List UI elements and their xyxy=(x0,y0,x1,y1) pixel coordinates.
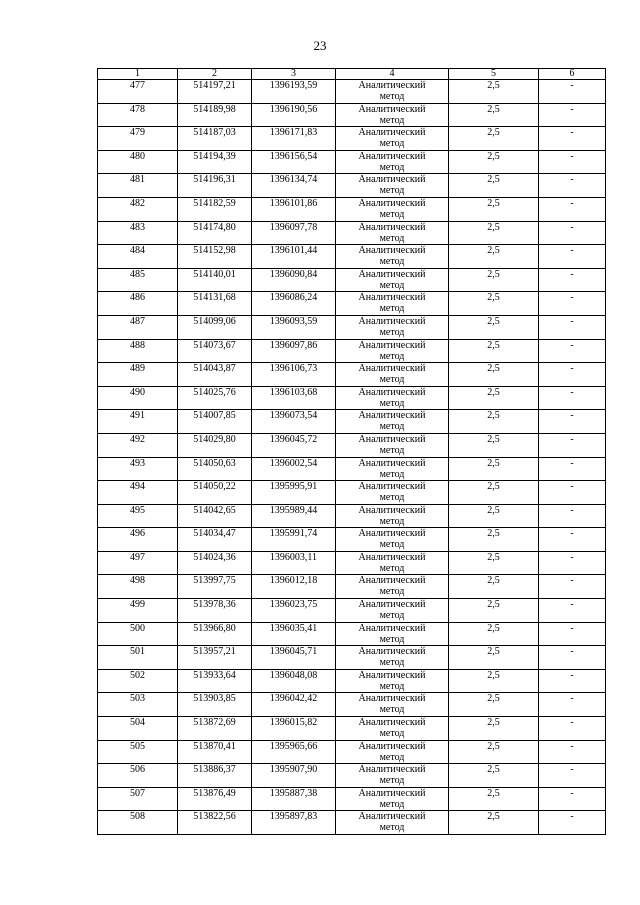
method-cell xyxy=(336,551,449,575)
table-row xyxy=(98,221,606,245)
accuracy-cell: 2,5 xyxy=(449,457,539,481)
column-header: 1 xyxy=(98,69,178,80)
table-row xyxy=(98,127,606,151)
note-cell: - xyxy=(539,669,606,693)
y-coordinate-cell: 1396048,08 xyxy=(252,669,336,693)
y-coordinate-cell: 1396134,74 xyxy=(252,174,336,198)
point-number-cell: 493 xyxy=(98,457,178,481)
x-coordinate-cell: 514029,80 xyxy=(178,433,252,457)
point-number-cell: 485 xyxy=(98,268,178,292)
table-row xyxy=(98,481,606,505)
accuracy-cell: 2,5 xyxy=(449,221,539,245)
note-cell: - xyxy=(539,551,606,575)
method-line-1: Аналитический xyxy=(358,410,426,422)
method-line-2: метод xyxy=(379,279,405,291)
x-coordinate-cell: 514152,98 xyxy=(178,245,252,269)
accuracy-cell: 2,5 xyxy=(449,174,539,198)
accuracy-cell: 2,5 xyxy=(449,622,539,646)
method-line-2: метод xyxy=(379,515,405,527)
method-cell xyxy=(336,292,449,316)
y-coordinate-cell: 1396002,54 xyxy=(252,457,336,481)
y-coordinate-cell: 1396171,83 xyxy=(252,127,336,151)
method-cell xyxy=(336,386,449,410)
column-header: 2 xyxy=(178,69,252,80)
accuracy-cell: 2,5 xyxy=(449,481,539,505)
y-coordinate-cell: 1395991,74 xyxy=(252,528,336,552)
method-line-1: Аналитический xyxy=(358,103,426,115)
y-coordinate-cell: 1396193,59 xyxy=(252,80,336,104)
accuracy-cell: 2,5 xyxy=(449,433,539,457)
note-cell: - xyxy=(539,127,606,151)
y-coordinate-cell: 1396090,84 xyxy=(252,268,336,292)
method-line-2: метод xyxy=(379,374,405,386)
accuracy-cell: 2,5 xyxy=(449,315,539,339)
note-cell: - xyxy=(539,575,606,599)
x-coordinate-cell: 514007,85 xyxy=(178,410,252,434)
note-cell: - xyxy=(539,646,606,670)
table-row xyxy=(98,245,606,269)
accuracy-cell: 2,5 xyxy=(449,127,539,151)
point-number-cell: 500 xyxy=(98,622,178,646)
point-number-cell: 502 xyxy=(98,669,178,693)
accuracy-cell: 2,5 xyxy=(449,528,539,552)
x-coordinate-cell: 514034,47 xyxy=(178,528,252,552)
x-coordinate-cell: 514189,98 xyxy=(178,103,252,127)
method-line-2: метод xyxy=(379,185,405,197)
accuracy-cell: 2,5 xyxy=(449,292,539,316)
y-coordinate-cell: 1396035,41 xyxy=(252,622,336,646)
table-row xyxy=(98,80,606,104)
y-coordinate-cell: 1396023,75 xyxy=(252,599,336,623)
method-line-2: метод xyxy=(379,728,405,740)
method-line-1: Аналитический xyxy=(358,740,426,752)
method-line-1: Аналитический xyxy=(358,787,426,799)
y-coordinate-cell: 1396003,11 xyxy=(252,551,336,575)
method-line-2: метод xyxy=(379,444,405,456)
method-line-2: метод xyxy=(379,138,405,150)
method-cell xyxy=(336,669,449,693)
y-coordinate-cell: 1396045,71 xyxy=(252,646,336,670)
point-number-cell: 503 xyxy=(98,693,178,717)
method-line-1: Аналитический xyxy=(358,599,426,611)
method-line-1: Аналитический xyxy=(358,457,426,469)
table-row xyxy=(98,197,606,221)
method-line-1: Аналитический xyxy=(358,717,426,729)
method-line-1: Аналитический xyxy=(358,292,426,304)
method-line-1: Аналитический xyxy=(358,433,426,445)
note-cell: - xyxy=(539,363,606,387)
method-line-2: метод xyxy=(379,256,405,268)
accuracy-cell: 2,5 xyxy=(449,717,539,741)
point-number-cell: 495 xyxy=(98,504,178,528)
method-line-2: метод xyxy=(379,91,405,102)
accuracy-cell: 2,5 xyxy=(449,80,539,104)
method-line-2: метод xyxy=(379,822,405,834)
x-coordinate-cell: 514073,67 xyxy=(178,339,252,363)
point-number-cell: 487 xyxy=(98,315,178,339)
note-cell: - xyxy=(539,764,606,788)
method-line-1: Аналитический xyxy=(358,150,426,162)
method-line-2: метод xyxy=(379,704,405,716)
x-coordinate-cell: 513872,69 xyxy=(178,717,252,741)
accuracy-cell: 2,5 xyxy=(449,268,539,292)
note-cell: - xyxy=(539,268,606,292)
method-line-2: метод xyxy=(379,161,405,173)
table-row xyxy=(98,811,606,835)
method-line-1: Аналитический xyxy=(358,528,426,540)
method-line-1: Аналитический xyxy=(358,197,426,209)
method-cell xyxy=(336,410,449,434)
x-coordinate-cell: 514042,65 xyxy=(178,504,252,528)
table-row xyxy=(98,551,606,575)
note-cell: - xyxy=(539,339,606,363)
method-line-1: Аналитический xyxy=(358,811,426,823)
method-cell xyxy=(336,693,449,717)
x-coordinate-cell: 513870,41 xyxy=(178,740,252,764)
accuracy-cell: 2,5 xyxy=(449,363,539,387)
note-cell: - xyxy=(539,150,606,174)
table-row xyxy=(98,457,606,481)
accuracy-cell: 2,5 xyxy=(449,599,539,623)
note-cell: - xyxy=(539,481,606,505)
method-line-1: Аналитический xyxy=(358,80,426,91)
method-line-2: метод xyxy=(379,798,405,810)
table-row xyxy=(98,599,606,623)
method-cell xyxy=(336,197,449,221)
y-coordinate-cell: 1396156,54 xyxy=(252,150,336,174)
method-cell xyxy=(336,717,449,741)
method-line-1: Аналитический xyxy=(358,386,426,398)
accuracy-cell: 2,5 xyxy=(449,693,539,717)
y-coordinate-cell: 1396101,44 xyxy=(252,245,336,269)
method-cell xyxy=(336,103,449,127)
x-coordinate-cell: 514182,59 xyxy=(178,197,252,221)
method-cell xyxy=(336,528,449,552)
method-line-2: метод xyxy=(379,610,405,622)
method-line-2: метод xyxy=(379,468,405,480)
y-coordinate-cell: 1396190,56 xyxy=(252,103,336,127)
note-cell: - xyxy=(539,80,606,104)
x-coordinate-cell: 514099,06 xyxy=(178,315,252,339)
method-line-2: метод xyxy=(379,326,405,338)
method-line-2: метод xyxy=(379,208,405,220)
table-row xyxy=(98,150,606,174)
method-cell xyxy=(336,433,449,457)
x-coordinate-cell: 514187,03 xyxy=(178,127,252,151)
accuracy-cell: 2,5 xyxy=(449,551,539,575)
table-row xyxy=(98,528,606,552)
method-cell xyxy=(336,575,449,599)
table-row xyxy=(98,717,606,741)
note-cell: - xyxy=(539,433,606,457)
x-coordinate-cell: 513957,21 xyxy=(178,646,252,670)
method-line-2: метод xyxy=(379,751,405,763)
table-row xyxy=(98,787,606,811)
accuracy-cell: 2,5 xyxy=(449,339,539,363)
method-line-2: метод xyxy=(379,680,405,692)
accuracy-cell: 2,5 xyxy=(449,575,539,599)
x-coordinate-cell: 513886,37 xyxy=(178,764,252,788)
point-number-cell: 478 xyxy=(98,103,178,127)
note-cell: - xyxy=(539,315,606,339)
accuracy-cell: 2,5 xyxy=(449,764,539,788)
method-line-1: Аналитический xyxy=(358,764,426,776)
x-coordinate-cell: 514025,76 xyxy=(178,386,252,410)
table-row xyxy=(98,740,606,764)
accuracy-cell: 2,5 xyxy=(449,740,539,764)
column-header: 5 xyxy=(449,69,539,80)
method-line-1: Аналитический xyxy=(358,622,426,634)
note-cell: - xyxy=(539,410,606,434)
y-coordinate-cell: 1396073,54 xyxy=(252,410,336,434)
table-row xyxy=(98,315,606,339)
x-coordinate-cell: 514024,36 xyxy=(178,551,252,575)
point-number-cell: 506 xyxy=(98,764,178,788)
method-line-2: метод xyxy=(379,633,405,645)
method-line-1: Аналитический xyxy=(358,669,426,681)
method-cell xyxy=(336,150,449,174)
method-line-1: Аналитический xyxy=(358,268,426,280)
note-cell: - xyxy=(539,740,606,764)
column-header: 3 xyxy=(252,69,336,80)
x-coordinate-cell: 513966,80 xyxy=(178,622,252,646)
accuracy-cell: 2,5 xyxy=(449,103,539,127)
table-row xyxy=(98,433,606,457)
method-line-2: метод xyxy=(379,657,405,669)
x-coordinate-cell: 514050,63 xyxy=(178,457,252,481)
coordinates-table xyxy=(97,68,606,835)
point-number-cell: 490 xyxy=(98,386,178,410)
method-cell xyxy=(336,457,449,481)
table-row xyxy=(98,669,606,693)
method-line-2: метод xyxy=(379,562,405,574)
y-coordinate-cell: 1396015,82 xyxy=(252,717,336,741)
method-cell xyxy=(336,268,449,292)
y-coordinate-cell: 1396042,42 xyxy=(252,693,336,717)
point-number-cell: 501 xyxy=(98,646,178,670)
x-coordinate-cell: 513978,36 xyxy=(178,599,252,623)
x-coordinate-cell: 514140,01 xyxy=(178,268,252,292)
point-number-cell: 477 xyxy=(98,80,178,104)
method-cell xyxy=(336,622,449,646)
y-coordinate-cell: 1396086,24 xyxy=(252,292,336,316)
x-coordinate-cell: 514194,39 xyxy=(178,150,252,174)
accuracy-cell: 2,5 xyxy=(449,646,539,670)
y-coordinate-cell: 1396093,59 xyxy=(252,315,336,339)
point-number-cell: 504 xyxy=(98,717,178,741)
method-line-1: Аналитический xyxy=(358,551,426,563)
note-cell: - xyxy=(539,386,606,410)
note-cell: - xyxy=(539,197,606,221)
column-header: 4 xyxy=(336,69,449,80)
method-cell xyxy=(336,127,449,151)
table-row xyxy=(98,410,606,434)
table-row xyxy=(98,693,606,717)
x-coordinate-cell: 513933,64 xyxy=(178,669,252,693)
method-line-2: метод xyxy=(379,421,405,433)
method-line-2: метод xyxy=(379,586,405,598)
table-row xyxy=(98,339,606,363)
point-number-cell: 480 xyxy=(98,150,178,174)
method-line-2: метод xyxy=(379,232,405,244)
point-number-cell: 496 xyxy=(98,528,178,552)
method-line-1: Аналитический xyxy=(358,127,426,139)
note-cell: - xyxy=(539,174,606,198)
y-coordinate-cell: 1396045,72 xyxy=(252,433,336,457)
accuracy-cell: 2,5 xyxy=(449,410,539,434)
column-header: 6 xyxy=(539,69,606,80)
x-coordinate-cell: 514196,31 xyxy=(178,174,252,198)
method-line-1: Аналитический xyxy=(358,481,426,493)
method-cell xyxy=(336,245,449,269)
table-row xyxy=(98,174,606,198)
x-coordinate-cell: 513876,49 xyxy=(178,787,252,811)
method-line-2: метод xyxy=(379,303,405,315)
y-coordinate-cell: 1396012,18 xyxy=(252,575,336,599)
point-number-cell: 486 xyxy=(98,292,178,316)
x-coordinate-cell: 513997,75 xyxy=(178,575,252,599)
point-number-cell: 483 xyxy=(98,221,178,245)
note-cell: - xyxy=(539,811,606,835)
point-number-cell: 484 xyxy=(98,245,178,269)
method-cell xyxy=(336,339,449,363)
method-line-1: Аналитический xyxy=(358,245,426,257)
note-cell: - xyxy=(539,245,606,269)
y-coordinate-cell: 1396103,68 xyxy=(252,386,336,410)
x-coordinate-cell: 514174,80 xyxy=(178,221,252,245)
method-cell xyxy=(336,80,449,104)
method-line-1: Аналитический xyxy=(358,693,426,705)
method-cell xyxy=(336,764,449,788)
point-number-cell: 488 xyxy=(98,339,178,363)
point-number-cell: 479 xyxy=(98,127,178,151)
y-coordinate-cell: 1395989,44 xyxy=(252,504,336,528)
method-cell xyxy=(336,363,449,387)
method-line-2: метод xyxy=(379,397,405,409)
note-cell: - xyxy=(539,717,606,741)
y-coordinate-cell: 1395907,90 xyxy=(252,764,336,788)
note-cell: - xyxy=(539,292,606,316)
table-row xyxy=(98,575,606,599)
note-cell: - xyxy=(539,528,606,552)
method-line-1: Аналитический xyxy=(358,575,426,587)
method-cell xyxy=(336,811,449,835)
note-cell: - xyxy=(539,221,606,245)
note-cell: - xyxy=(539,457,606,481)
y-coordinate-cell: 1396106,73 xyxy=(252,363,336,387)
method-cell xyxy=(336,481,449,505)
table-body xyxy=(98,80,606,835)
x-coordinate-cell: 513903,85 xyxy=(178,693,252,717)
accuracy-cell: 2,5 xyxy=(449,669,539,693)
method-line-1: Аналитический xyxy=(358,646,426,658)
point-number-cell: 508 xyxy=(98,811,178,835)
table-row xyxy=(98,764,606,788)
method-line-1: Аналитический xyxy=(358,339,426,351)
method-line-2: метод xyxy=(379,350,405,362)
note-cell: - xyxy=(539,599,606,623)
point-number-cell: 492 xyxy=(98,433,178,457)
accuracy-cell: 2,5 xyxy=(449,811,539,835)
accuracy-cell: 2,5 xyxy=(449,386,539,410)
x-coordinate-cell: 514197,21 xyxy=(178,80,252,104)
method-cell xyxy=(336,599,449,623)
method-cell xyxy=(336,315,449,339)
x-coordinate-cell: 514131,68 xyxy=(178,292,252,316)
y-coordinate-cell: 1395887,38 xyxy=(252,787,336,811)
y-coordinate-cell: 1395965,66 xyxy=(252,740,336,764)
method-line-2: метод xyxy=(379,775,405,787)
accuracy-cell: 2,5 xyxy=(449,787,539,811)
method-line-1: Аналитический xyxy=(358,174,426,186)
method-line-1: Аналитический xyxy=(358,315,426,327)
point-number-cell: 482 xyxy=(98,197,178,221)
accuracy-cell: 2,5 xyxy=(449,197,539,221)
accuracy-cell: 2,5 xyxy=(449,245,539,269)
table-row xyxy=(98,103,606,127)
point-number-cell: 489 xyxy=(98,363,178,387)
point-number-cell: 499 xyxy=(98,599,178,623)
accuracy-cell: 2,5 xyxy=(449,504,539,528)
method-cell xyxy=(336,787,449,811)
point-number-cell: 497 xyxy=(98,551,178,575)
method-cell xyxy=(336,740,449,764)
point-number-cell: 491 xyxy=(98,410,178,434)
method-line-1: Аналитический xyxy=(358,363,426,375)
y-coordinate-cell: 1395897,83 xyxy=(252,811,336,835)
table-row xyxy=(98,622,606,646)
method-line-1: Аналитический xyxy=(358,504,426,516)
table-row xyxy=(98,504,606,528)
note-cell: - xyxy=(539,622,606,646)
note-cell: - xyxy=(539,787,606,811)
page-number: 23 xyxy=(313,38,327,53)
accuracy-cell: 2,5 xyxy=(449,150,539,174)
table-header-row xyxy=(98,69,606,80)
method-cell xyxy=(336,221,449,245)
point-number-cell: 494 xyxy=(98,481,178,505)
method-cell xyxy=(336,646,449,670)
table-row xyxy=(98,268,606,292)
method-cell xyxy=(336,174,449,198)
note-cell: - xyxy=(539,504,606,528)
method-line-2: метод xyxy=(379,114,405,126)
point-number-cell: 481 xyxy=(98,174,178,198)
y-coordinate-cell: 1396097,78 xyxy=(252,221,336,245)
method-line-2: метод xyxy=(379,492,405,504)
x-coordinate-cell: 513822,56 xyxy=(178,811,252,835)
y-coordinate-cell: 1396097,86 xyxy=(252,339,336,363)
y-coordinate-cell: 1396101,86 xyxy=(252,197,336,221)
point-number-cell: 507 xyxy=(98,787,178,811)
point-number-cell: 498 xyxy=(98,575,178,599)
note-cell: - xyxy=(539,693,606,717)
method-cell xyxy=(336,504,449,528)
table-row xyxy=(98,386,606,410)
method-line-2: метод xyxy=(379,539,405,551)
method-line-1: Аналитический xyxy=(358,221,426,233)
y-coordinate-cell: 1395995,91 xyxy=(252,481,336,505)
table-row xyxy=(98,363,606,387)
x-coordinate-cell: 514050,22 xyxy=(178,481,252,505)
table-row xyxy=(98,292,606,316)
point-number-cell: 505 xyxy=(98,740,178,764)
table-row xyxy=(98,646,606,670)
x-coordinate-cell: 514043,87 xyxy=(178,363,252,387)
note-cell: - xyxy=(539,103,606,127)
